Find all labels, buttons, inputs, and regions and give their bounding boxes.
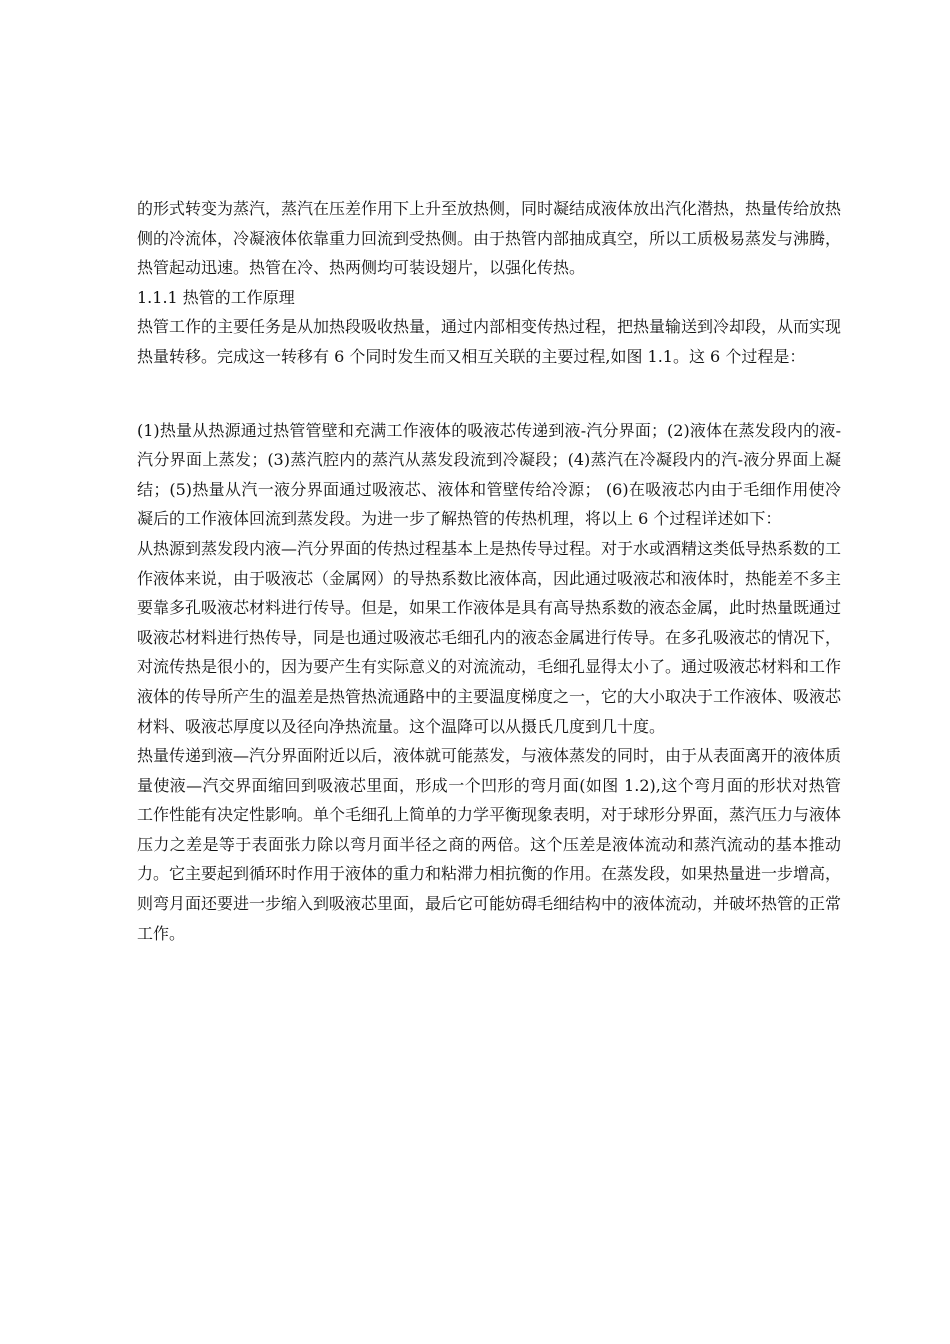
section-heading: 1.1.1 热管的工作原理 [137,287,295,307]
paragraph-evaporation: 热量传递到液—汽分界面附近以后，液体就可能蒸发，与液体蒸发的同时，由于从表面离开的液体质量使液—汽交界面缩回到吸液芯里面，形成一个凹形的弯月面(如图 1.2),这个弯月面的形状对热管工作性能有决定性影响。单个毛细孔上简单的力学平衡现象表明，对于球形分界面，蒸汽压力与液体压力之差是等于表面张力除以弯月面半径之商的两倍。这个压差是液体流动和蒸汽流动的基本推动力。它主要起到循环时作用于液体的重力和粘滞力相抗衡的作用。在蒸发段，如果热量进一步增高，则弯月面还要进一步缩入到吸液芯里面，最后它可能妨碍毛细结构中的液体流动，并破坏热管的正常工作。 [137,746,842,943]
paragraph-principle: 热管工作的主要任务是从加热段吸收热量，通过内部相变传热过程，把热量输送到冷却段，从而实现热量转移。完成这一转移有 6 个同时发生而又相互关联的主要过程,如图 1.1。这 6 个过程是： [137,317,842,366]
paragraph-six-processes: (1)热量从热源通过热管管壁和充满工作液体的吸液芯传递到液-汽分界面；(2)液体在蒸发段内的液-汽分界面上蒸发；(3)蒸汽腔内的蒸汽从蒸发段流到冷凝段；(4)蒸汽在冷凝段内的汽-液分界面上凝结；(5)热量从汽一液分界面通过吸液芯、液体和管壁传给冷源； (6)在吸液芯内由于毛细作用使冷凝后的工作液体回流到蒸发段。为进一步了解热管的传热机理，将以上 6 个过程详述如下： [137,420,841,529]
document-body [137,194,841,948]
paragraph-gap [137,372,841,416]
paragraph-conduction: 从热源到蒸发段内液—汽分界面的传热过程基本上是热传导过程。对于水或酒精这类低导热系数的工作液体来说，由于吸液芯（金属网）的导热系数比液体高，因此通过吸液芯和液体时，热能差不多主要靠多孔吸液芯材料进行传导。但是，如果工作液体是具有高导热系数的液态金属，此时热量既通过吸液芯材料进行热传导，同是也通过吸液芯毛细孔内的液态金属进行传导。在多孔吸液芯的情况下，对流传热是很小的，因为要产生有实际意义的对流流动，毛细孔显得太小了。通过吸液芯材料和工作液体的传导所产生的温差是热管热流通路中的主要温度梯度之一，它的大小取决于工作液体、吸液芯材料、吸液芯厚度以及径向净热流量。这个温降可以从摄氏几度到几十度。 [137,538,842,736]
paragraph-intro: 的形式转变为蒸汽，蒸汽在压差作用下上升至放热侧，同时凝结成液体放出汽化潜热，热量传给放热侧的冷流体，冷凝液体依靠重力回流到受热侧。由于热管内部抽成真空，所以工质极易蒸发与沸腾，热管起动迅速。热管在冷、热两侧均可装设翅片，以强化传热。 [137,199,842,278]
